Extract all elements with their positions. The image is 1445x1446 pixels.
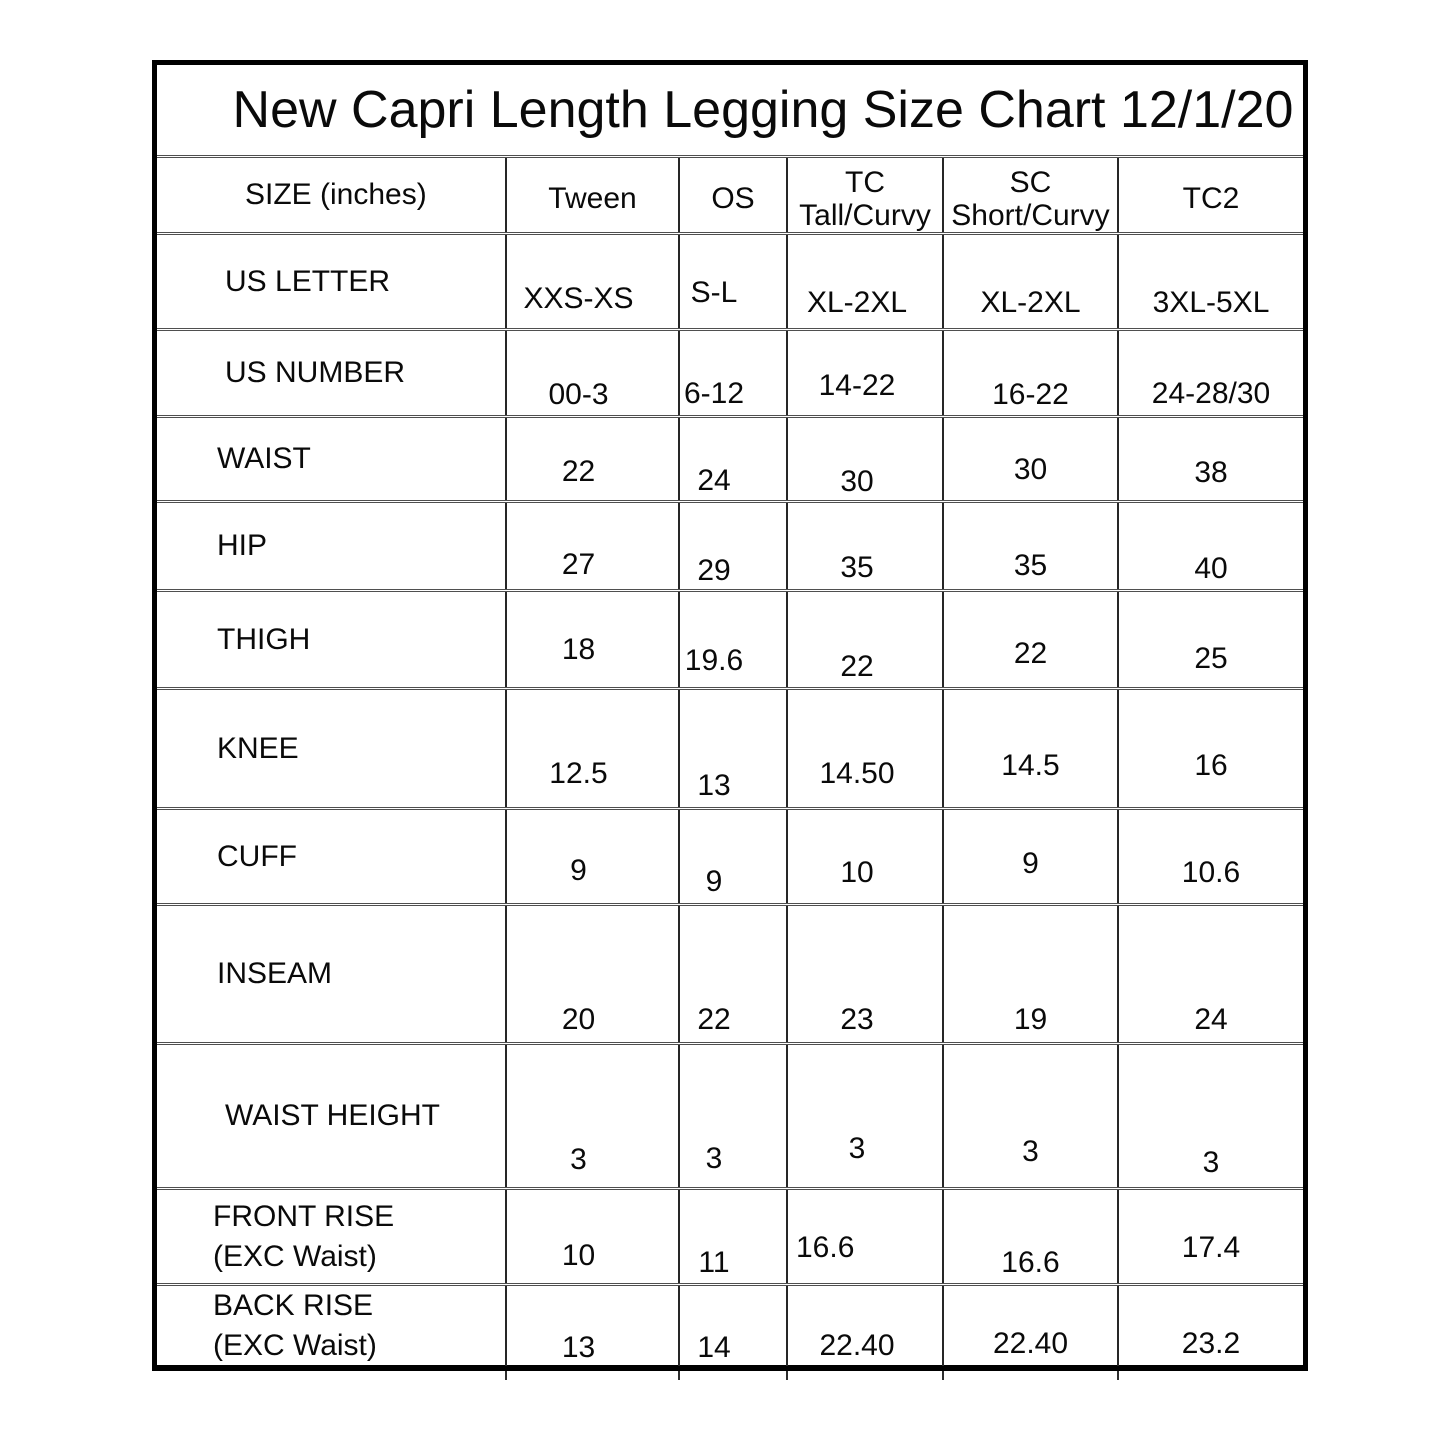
value-cell: XL-2XL (786, 235, 942, 328)
value-cell: 6-12 (678, 331, 786, 415)
stub-spacer (157, 1371, 505, 1380)
value-cell: 20 (505, 906, 678, 1042)
value-cell: 14.50 (786, 690, 942, 807)
row-label (157, 1190, 505, 1283)
stub-line (1117, 1371, 1303, 1380)
value-cell: 14 (678, 1286, 786, 1366)
header-col-tc-sub: Tall/Curvy (799, 199, 931, 232)
value-cell: 30 (786, 418, 942, 500)
value-cell: 38 (1117, 418, 1303, 500)
value-cell: 24-28/30 (1117, 331, 1303, 415)
header-col-tc2: TC2 (1117, 158, 1303, 232)
header-size-label: SIZE (inches) (245, 178, 427, 211)
table-row-waist-height (157, 1042, 1303, 1187)
value-cell: 12.5 (505, 690, 678, 807)
value-cell: 10.6 (1117, 810, 1303, 903)
value-cell: 40 (1117, 503, 1303, 589)
value-cell: 29 (678, 503, 786, 589)
value-cell: 30 (942, 418, 1117, 500)
value-cell: 23.2 (1117, 1286, 1303, 1366)
stub-line (786, 1371, 942, 1380)
value-cell: XXS-XS (505, 235, 678, 328)
value-cell: 9 (942, 810, 1117, 903)
stub-line (942, 1371, 1117, 1380)
value-cell: 3 (1117, 1045, 1303, 1187)
table-row-thigh (157, 589, 1303, 687)
value-cell: 13 (505, 1286, 678, 1366)
value-cell: 16.6 (786, 1190, 942, 1283)
value-cell: 17.4 (1117, 1190, 1303, 1283)
row-label: WAIST HEIGHT (225, 1099, 441, 1132)
value-cell: 23 (786, 906, 942, 1042)
table-row-hip (157, 500, 1303, 589)
value-cell: 18 (505, 592, 678, 687)
header-col-os: OS (678, 158, 786, 232)
header-col-tween: Tween (505, 158, 678, 232)
row-label: THIGH (217, 622, 311, 656)
value-cell: 35 (942, 503, 1117, 589)
chart-title-row (157, 65, 1303, 155)
value-cell: 9 (505, 810, 678, 903)
value-cell: XL-2XL (942, 235, 1117, 328)
value-cell: 13 (678, 690, 786, 807)
value-cell: 10 (505, 1190, 678, 1283)
value-cell: 9 (678, 810, 786, 903)
value-cell: 22.40 (942, 1286, 1117, 1366)
value-cell: 22 (786, 592, 942, 687)
value-cell: S-L (678, 235, 786, 328)
value-cell: 00-3 (505, 331, 678, 415)
value-cell: 24 (1117, 906, 1303, 1042)
value-cell: 3 (786, 1045, 942, 1187)
header-col-tc (786, 158, 942, 232)
column-line-stubs (157, 1371, 1303, 1380)
value-cell: 3XL-5XL (1117, 235, 1303, 328)
table-row-knee (157, 687, 1303, 807)
value-cell: 16-22 (942, 331, 1117, 415)
value-cell: 35 (786, 503, 942, 589)
table-row-us-number (157, 328, 1303, 415)
size-chart-table (152, 60, 1308, 1371)
row-label: CUFF (217, 839, 297, 873)
value-cell: 11 (678, 1190, 786, 1283)
row-label-line1: BACK RISE (213, 1289, 374, 1322)
value-cell: 22 (942, 592, 1117, 687)
row-label: US LETTER (225, 264, 391, 298)
header-row (157, 155, 1303, 232)
table-row-back-rise (157, 1283, 1303, 1365)
value-cell: 22.40 (786, 1286, 942, 1366)
row-label: KNEE (217, 731, 299, 765)
row-label (157, 1286, 505, 1366)
row-label-line2: (EXC Waist) (213, 1239, 377, 1273)
row-label: WAIST (217, 442, 311, 475)
value-cell: 22 (505, 418, 678, 500)
row-label: HIP (217, 529, 268, 562)
header-col-sc-code: SC (1009, 166, 1052, 199)
header-col-sc (942, 158, 1117, 232)
header-col-tc-code: TC (845, 166, 885, 199)
row-label-line1: FRONT RISE (213, 1199, 395, 1233)
table-row-us-letter (157, 232, 1303, 328)
value-cell: 14-22 (786, 331, 942, 415)
value-cell: 19.6 (678, 592, 786, 687)
value-cell: 16.6 (942, 1190, 1117, 1283)
value-cell: 3 (678, 1045, 786, 1187)
value-cell: 14.5 (942, 690, 1117, 807)
value-cell: 3 (505, 1045, 678, 1187)
table-row-inseam (157, 903, 1303, 1042)
value-cell: 22 (678, 906, 786, 1042)
value-cell: 24 (678, 418, 786, 500)
table-row-front-rise (157, 1187, 1303, 1283)
value-cell: 25 (1117, 592, 1303, 687)
value-cell: 27 (505, 503, 678, 589)
value-cell: 10 (786, 810, 942, 903)
stub-line (505, 1371, 678, 1380)
chart-title: New Capri Length Legging Size Chart 12/1/20 (232, 81, 1294, 139)
value-cell: 3 (942, 1045, 1117, 1187)
stub-line (678, 1371, 786, 1380)
value-cell: 16 (1117, 690, 1303, 807)
value-cell: 19 (942, 906, 1117, 1042)
row-label-line2: (EXC Waist) (213, 1329, 377, 1362)
row-label: INSEAM (217, 957, 333, 990)
table-row-waist (157, 415, 1303, 500)
table-row-cuff (157, 807, 1303, 903)
header-col-sc-sub: Short/Curvy (951, 199, 1110, 232)
row-label: US NUMBER (225, 356, 406, 389)
